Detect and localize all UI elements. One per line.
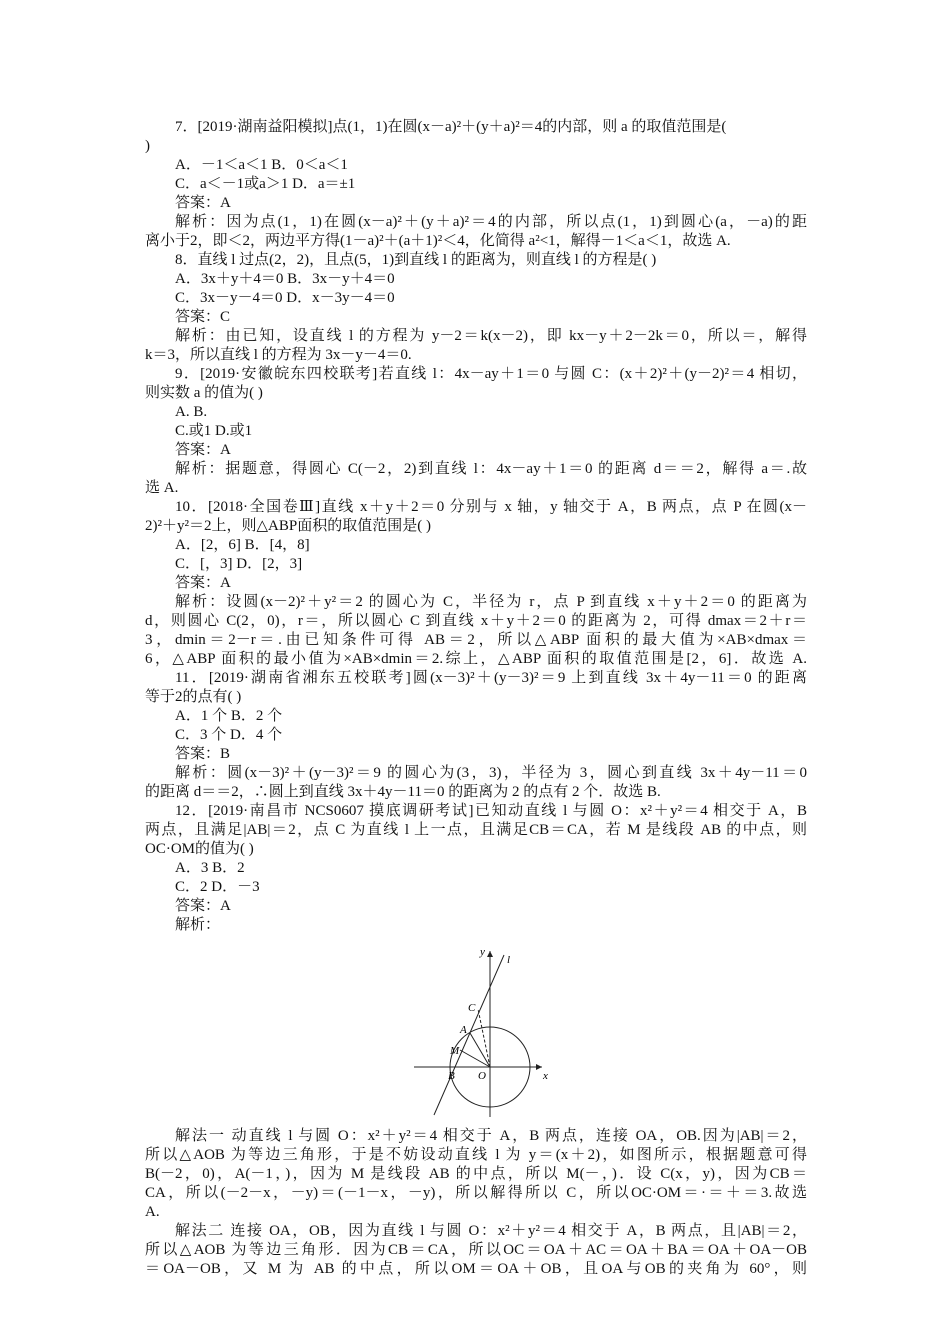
y-axis-arrow xyxy=(487,951,493,957)
text-line: 答案：A xyxy=(175,898,231,914)
text-line: 答案：A xyxy=(175,195,231,211)
text-line: A. xyxy=(145,1204,160,1220)
page-content xyxy=(145,118,807,1279)
text-line: ＝OA－OB，又 M 为 AB 的中点，所以OM＝OA＋OB，且OA与OB的夹角为 60°，则 xyxy=(145,1261,807,1277)
text-line: 答案：C xyxy=(175,309,231,325)
text-line: C．[，3] D．[2，3] xyxy=(175,556,303,572)
label-l: l xyxy=(507,954,511,966)
label-b: B xyxy=(448,1070,455,1082)
text-line: 的距离 d＝＝2，∴圆上到直线 3x＋4y－11＝0 的距离为 2 的点有 2 个．故选 B. xyxy=(145,784,661,800)
text-line: 等于2的点有( ) xyxy=(145,689,242,705)
text-block-after xyxy=(145,1127,807,1279)
text-line: C．2 D．－3 xyxy=(175,879,260,895)
text-line: 两点，且满足|AB|＝2，点 C 为直线 l 上一点，且满足CB＝CA，若 M 是线段 AB 的中点，则 xyxy=(145,822,807,838)
text-line: A．1 个 B．2 个 xyxy=(175,708,283,724)
text-line: C．3x－y－4＝0 D．x－3y－4＝0 xyxy=(175,290,395,306)
text-line: 2)²＋y²＝2上，则△ABP面积的取值范围是( ) xyxy=(145,518,431,534)
text-line: 所以△AOB 为等边三角形．因为CB＝CA，所以OC＝OA＋AC＝OA＋BA＝OA＋OA－OB xyxy=(145,1242,807,1258)
label-c: C xyxy=(468,1002,476,1014)
text-line: 则实数 a 的值为( ) xyxy=(145,385,263,401)
text-line: 答案：B xyxy=(175,746,231,762)
text-line: 9．[2019·安徽皖东四校联考]若直线 l：4x－ay＋1＝0 与圆 C：(x＋2)²＋(y－2)²＝4 相切， xyxy=(175,366,807,382)
label-y: y xyxy=(480,946,485,958)
text-line: C.或1 D.或1 xyxy=(175,423,253,439)
text-line: 解析：圆(x－3)²＋(y－3)²＝9 的圆心为(3，3)，半径为 3，圆心到直线 3x＋4y－11＝0 xyxy=(175,765,807,781)
text-line: C．a＜－1或a＞1 D．a＝±1 xyxy=(175,176,356,192)
text-line: C．3 个 D．4 个 xyxy=(175,727,283,743)
circle-line-diagram xyxy=(410,945,550,1121)
text-line: A．3x＋y＋4＝0 B．3x－y＋4＝0 xyxy=(175,271,395,287)
text-line: k＝3，所以直线 l 的方程为 3x－y－4＝0. xyxy=(145,347,412,363)
text-line: 解法一 动直线 l 与圆 O：x²＋y²＝4 相交于 A，B 两点，连接 OA，OB.因为|AB|＝2， xyxy=(175,1128,807,1144)
label-x: x xyxy=(543,1070,548,1082)
segment-oc xyxy=(478,1009,490,1067)
text-line: 解析： xyxy=(175,917,221,933)
text-line: A．[2，6] B．[4，8] xyxy=(175,537,310,553)
text-line: 10．[2018·全国卷Ⅲ]直线 x＋y＋2＝0 分别与 x 轴，y 轴交于 A，B 两点，点 P 在圆(x－ xyxy=(175,499,807,515)
text-line: A．－1＜a＜1 B．0＜a＜1 xyxy=(175,157,348,173)
label-o: O xyxy=(478,1070,486,1082)
text-line: 11．[2019·湖南省湘东五校联考]圆(x－3)²＋(y－3)²＝9 上到直线 3x＋4y－11＝0 的距离 xyxy=(175,670,807,686)
text-line: 离小于2，即＜2，两边平方得(1－a)²＋(a＋1)²＜4，化简得 a²<1，解得－1＜a＜1，故选 A. xyxy=(145,233,731,249)
text-block-before xyxy=(145,118,807,935)
text-line: ) xyxy=(145,138,150,154)
text-line: CA，所以(－2－x，－y)＝(－1－x，－y)，所以解得所以 C，所以OC·OM＝·＝＋＝3.故选 xyxy=(145,1185,807,1201)
label-a: A xyxy=(460,1024,467,1036)
text-line: 6，△ABP 面积的最小值为×AB×dmin＝2.综上，△ABP 面积的取值范围是[2，6]．故选 A. xyxy=(145,651,807,667)
text-line: 解析：因为点(1，1)在圆(x－a)²＋(y＋a)²＝4的内部，所以点(1，1)到圆心(a，－a)的距 xyxy=(175,214,807,230)
text-line: OC·OM的值为( ) xyxy=(145,841,254,857)
text-line: 解法二 连接 OA，OB，因为直线 l 与圆 O：x²＋y²＝4 相交于 A，B 两点，且|AB|＝2， xyxy=(175,1223,807,1239)
text-line: 解析：设圆(x－2)²＋y²＝2 的圆心为 C，半径为 r，点 P 到直线 x＋y＋2＝0 的距离为 xyxy=(175,594,807,610)
text-line: 7．[2019·湖南益阳模拟]点(1，1)在圆(x－a)²＋(y＋a)²＝4的内部，则 a 的取值范围是( xyxy=(175,119,727,135)
text-line: 答案：A xyxy=(175,575,231,591)
text-line: d，则圆心 C(2，0)，r＝，所以圆心 C 到直线 x＋y＋2＝0 的距离为 2，可得 dmax＝2＋r＝ xyxy=(145,613,807,629)
geometry-figure xyxy=(145,945,807,1121)
text-line: 选 A. xyxy=(145,480,179,496)
text-line: 答案：A xyxy=(175,442,231,458)
text-line: 12．[2019·南昌市 NCS0607 摸底调研考试]已知动直线 l 与圆 O：x²＋y²＝4 相交于 A，B xyxy=(175,803,807,819)
text-line: A．3 B．2 xyxy=(175,860,245,876)
text-line: B(－2，0)，A(－1，)，因为 M 是线段 AB 的中点，所以 M(－，)．设 C(x，y)，因为CB＝ xyxy=(145,1166,807,1182)
label-m: M xyxy=(450,1045,460,1057)
text-line: A. B. xyxy=(175,404,208,420)
text-line: 解析：据题意，得圆心 C(－2，2)到直线 l：4x－ay＋1＝0 的距离 d＝＝2，解得 a＝.故 xyxy=(175,461,807,477)
text-line: 所以△AOB 为等边三角形，于是不妨设动直线 l 为 y＝(x＋2)，如图所示，根据题意可得 xyxy=(145,1147,807,1163)
text-line: 3，dmin＝2－r＝.由已知条件可得 AB＝2，所以△ABP 面积的最大值为×AB×dmax＝ xyxy=(145,632,807,648)
x-axis-arrow xyxy=(536,1064,542,1070)
line-l xyxy=(434,955,504,1115)
text-line: 解析：由已知，设直线 l 的方程为 y－2＝k(x－2)，即 kx－y＋2－2k＝0，所以＝，解得 xyxy=(175,328,807,344)
text-line: 8．直线 l 过点(2，2)，且点(5，1)到直线 l 的距离为，则直线 l 的方程是( ) xyxy=(175,252,657,268)
